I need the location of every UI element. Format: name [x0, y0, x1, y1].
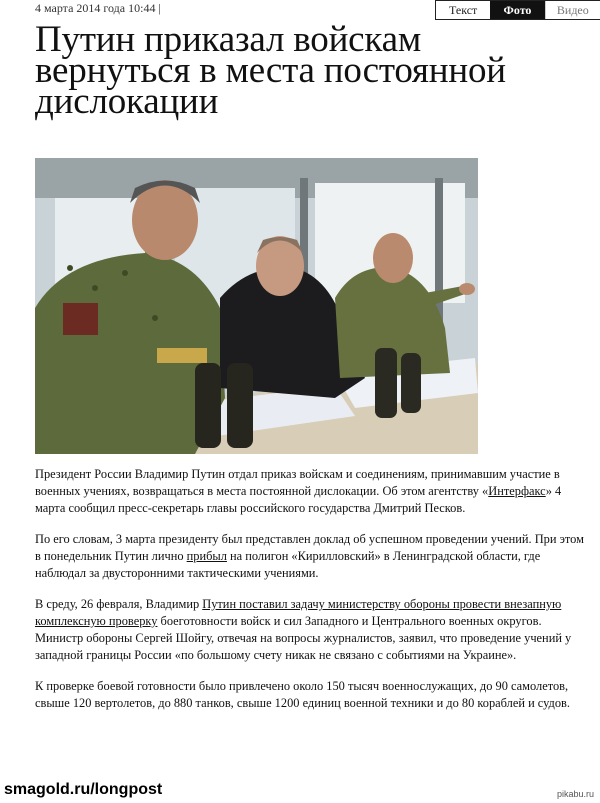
tab-text[interactable]: Текст	[436, 1, 490, 19]
article-title: Путин приказал войскам вернуться в места постоянной дислокации	[35, 19, 506, 122]
photo-illustration	[35, 158, 478, 454]
paragraph-text: боеготовности войск и сил Западного и Центрального военных округов. Министр обороны Сергей Шойгу, отвечая на вопросы журналистов, заявил, что проведение учений у западной границы России «по большому счету никак не связано с событиями на Украине».	[35, 614, 572, 662]
paragraph	[35, 596, 590, 664]
inspection-task-link[interactable]: Путин поставил задачу министерству обороны провести внезапную комплексную проверку	[35, 597, 562, 628]
media-tabs	[435, 0, 600, 20]
article-photo[interactable]	[35, 158, 478, 454]
source-caption: smagold.ru/longpost	[4, 781, 163, 798]
article-body	[35, 466, 590, 726]
article-meta-bar	[0, 0, 600, 20]
publication-date: 4 марта 2014 года 10:44 |	[35, 1, 161, 15]
paragraph-text: По его словам, 3 марта президенту был представлен доклад об успешном проведении учений. При этом в понедельник Путин лично	[35, 532, 584, 563]
interfax-link[interactable]: Интерфакс	[488, 484, 546, 498]
arrived-link[interactable]: прибыл	[186, 549, 227, 563]
tab-video[interactable]: Видео	[545, 1, 600, 19]
paragraph-text: Президент России Владимир Путин отдал приказ войскам и соединениям, принимавшим участие в военных учениях, возвращаться в места постоянной дислокации. Об этом агентству «	[35, 467, 560, 498]
footer	[0, 775, 600, 803]
watermark: pikabu.ru	[556, 789, 594, 799]
paragraph	[35, 466, 590, 517]
paragraph: К проверке боевой готовности было привлечено около 150 тысяч военнослужащих, до 90 самолетов, свыше 120 вертолетов, до 880 танков, свыше 1200 единиц военной техники и до 80 кораблей и судов.	[35, 679, 571, 710]
paragraph-text: на полигон «Кирилловский» в Ленинградской области, где наблюдал за двусторонними тактическими учениями.	[35, 549, 541, 580]
paragraph-text: В среду, 26 февраля, Владимир	[35, 597, 203, 611]
paragraph-text: » 4 марта сообщил пресс-секретарь главы российского государства Дмитрий Песков.	[35, 484, 562, 515]
tab-photo[interactable]: Фото	[490, 1, 544, 19]
paragraph	[35, 531, 590, 582]
